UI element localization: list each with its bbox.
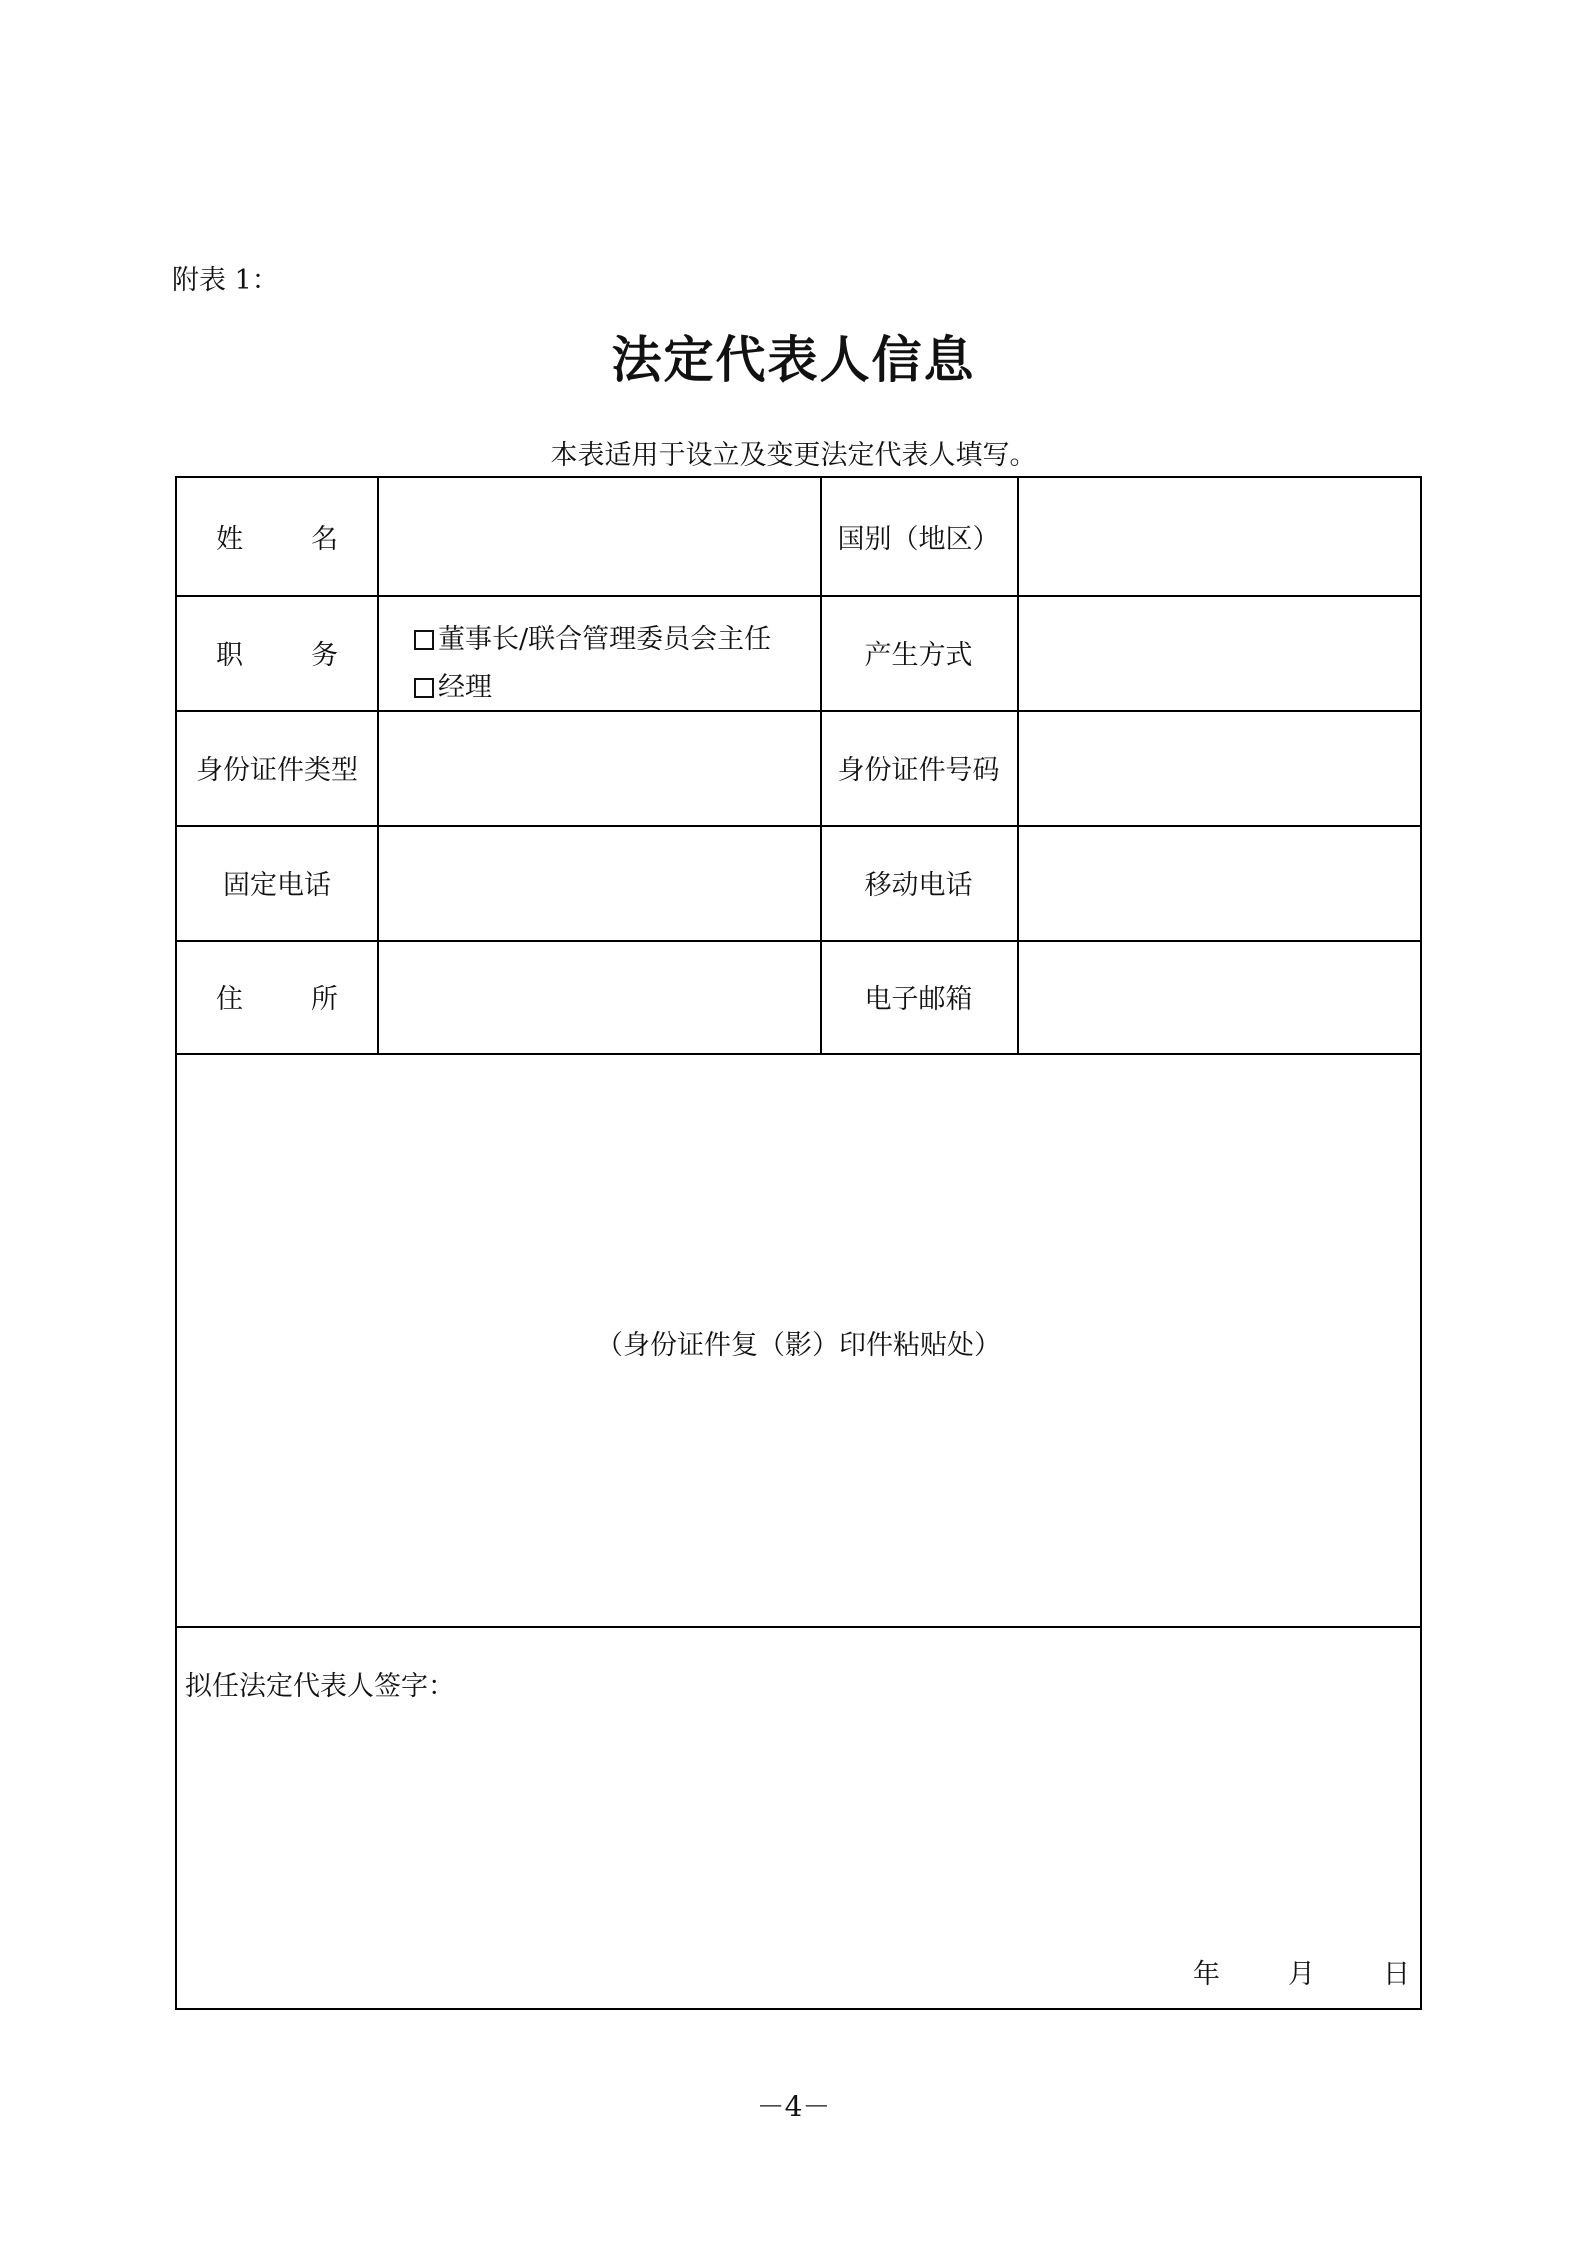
email-field[interactable] — [1019, 942, 1420, 1053]
legal-representative-form — [175, 476, 1422, 2010]
date-year: 年 — [1193, 1959, 1220, 1990]
date-day: 日 — [1383, 1959, 1410, 1990]
name-label: 姓 名 — [216, 524, 338, 555]
id-copy-paste-label: （身份证件复（影）印件粘贴处） — [596, 1330, 1001, 1361]
option-manager[interactable]: 经理 — [414, 664, 771, 712]
id-type-field[interactable] — [379, 712, 820, 825]
form-instructions: 本表适用于设立及变更法定代表人填写。 — [550, 440, 1037, 471]
signature-date — [1193, 1952, 1410, 1991]
appointment-method-label: 产生方式 — [864, 640, 973, 671]
landline-field[interactable] — [379, 827, 820, 940]
appointment-method-field[interactable] — [1019, 597, 1420, 710]
address-label: 住 所 — [216, 984, 338, 1015]
option-chairman[interactable]: 董事长/联合管理委员会主任 — [414, 616, 771, 664]
position-label: 职 务 — [216, 640, 338, 671]
checkbox-manager[interactable] — [414, 678, 434, 698]
id-type-label: 身份证件类型 — [196, 755, 358, 786]
address-field[interactable] — [379, 942, 820, 1053]
mobile-label: 移动电话 — [864, 870, 973, 901]
name-field[interactable] — [379, 478, 820, 595]
nationality-label: 国别（地区） — [837, 524, 1000, 555]
signature-label: 拟任法定代表人签字： — [185, 1671, 455, 1702]
page-number: －4－ — [756, 2090, 831, 2123]
id-number-field[interactable] — [1019, 712, 1420, 825]
nationality-field[interactable] — [1019, 478, 1420, 595]
date-month: 月 — [1288, 1959, 1315, 1990]
id-number-label: 身份证件号码 — [837, 755, 1000, 786]
position-options — [414, 616, 771, 712]
page-title: 法定代表人信息 — [611, 330, 976, 389]
mobile-field[interactable] — [1019, 827, 1420, 940]
checkbox-chairman[interactable] — [414, 630, 434, 650]
email-label: 电子邮箱 — [864, 984, 973, 1015]
signature-area[interactable] — [177, 1628, 1420, 2008]
appendix-label: 附表 1： — [172, 265, 279, 296]
landline-label: 固定电话 — [223, 870, 331, 901]
